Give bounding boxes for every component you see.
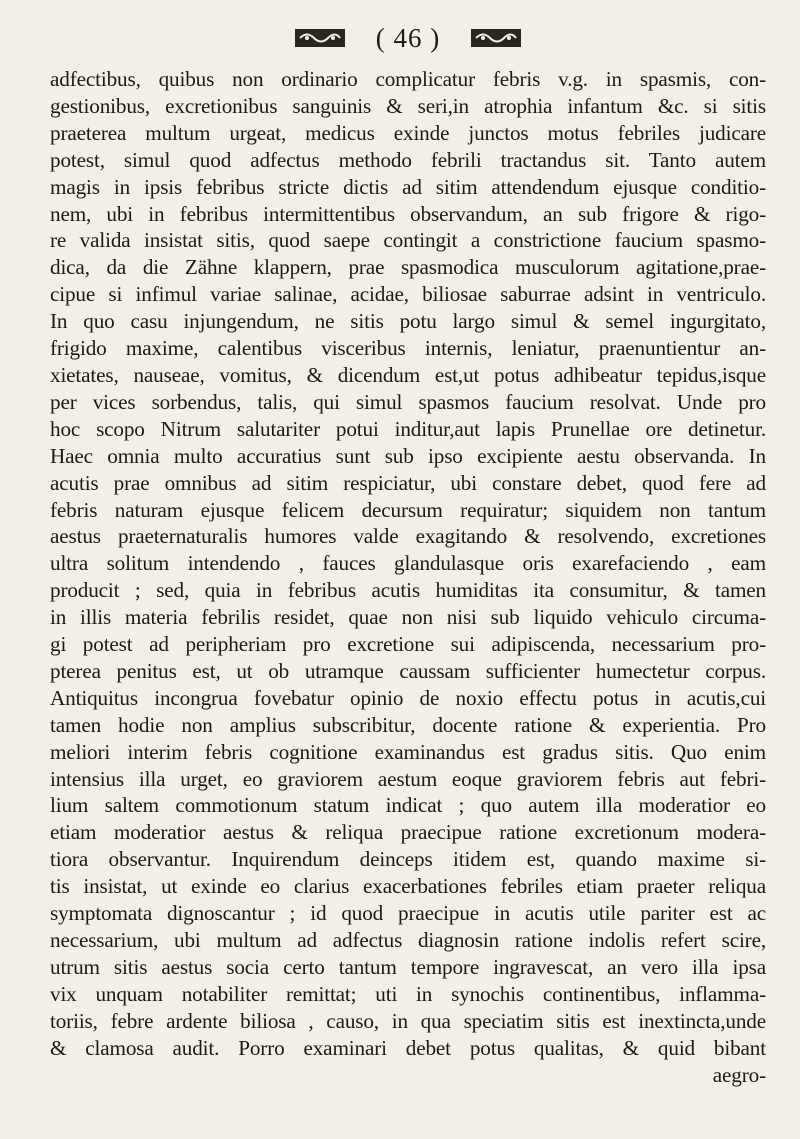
text-line: intensius illa urget, eo graviorem aestum eoque graviorem febris aut febri-	[50, 766, 766, 791]
text-line: producit ; sed, quia in febribus acutis humiditas ita consumitur, & tamen	[50, 578, 766, 603]
text-line: gestionibus, excretionibus sanguinis & seri,in atrophia infantum &c. si sitis	[50, 93, 766, 118]
text-line: meliori interim febris cognitione examinandus est gradus sitis. Quo enim	[50, 739, 766, 764]
text-line: gi potest ad peripheriam pro excretione sui adipiscenda, necessarium pro-	[50, 632, 766, 657]
text-line: tis insistat, ut exinde eo clarius exacerbationes febriles etiam praeter reliqua	[50, 874, 766, 899]
text-line: potest, simul quod adfectus methodo febrili tractandus sit. Tanto autem	[50, 147, 766, 172]
text-line: lium saltem commotionum statum indicat ; quo autem illa moderatior eo	[50, 793, 766, 818]
text-line: per vices sorbendus, talis, qui simul spasmos faucium resolvat. Unde pro	[50, 389, 766, 414]
page-number: ( 46 )	[375, 22, 441, 53]
text-line: acutis prae omnibus ad sitim respiciatur, ubi constare debet, quod fere ad	[50, 470, 766, 495]
text-line: utrum sitis aestus socia certo tantum tempore ingravescat, an vero illa ipsa	[50, 954, 766, 979]
text-line: re valida insistat sitis, quod saepe contingit a constrictione faucium spasmo-	[50, 228, 766, 253]
right-ornament-icon	[470, 27, 522, 49]
text-line: toriis, febre ardente biliosa , causo, in qua speciatim sitis est inextincta,unde	[50, 1008, 766, 1033]
text-line: nem, ubi in febribus intermittentibus observandum, an sub frigore & rigo-	[50, 201, 766, 226]
text-line: Antiquitus incongrua fovebatur opinio de noxio effectu potus in acutis,cui	[50, 685, 766, 710]
text-line: & clamosa audit. Porro examinari debet potus qualitas, & quid bibant	[50, 1035, 766, 1060]
text-line: praeterea multum urgeat, medicus exinde junctos motus febriles judicare	[50, 120, 766, 145]
text-line: frigido maxime, calentibus visceribus internis, leniatur, praenuntientur an-	[50, 336, 766, 361]
text-line: necessarium, ubi multum ad adfectus diagnosin ratione indolis refert scire,	[50, 928, 766, 952]
text-line: cipue si infimul variae salinae, acidae, biliosae saburrae adsint in ventriculo.	[50, 282, 766, 307]
text-line: tiora observantur. Inquirendum deinceps itidem est, quando maxime si-	[50, 847, 766, 872]
text-line: pterea penitus est, ut ob utramque caussam sufficienter humectetur corpus.	[50, 658, 766, 683]
text-line: magis in ipsis febribus stricte dictis ad sitim attendendum ejusque conditio-	[50, 174, 766, 199]
catchword: aegro-	[712, 1062, 766, 1087]
text-line: Haec omnia multo accuratius sunt sub ipso excipiente aestu observanda. In	[50, 443, 766, 468]
body-text	[50, 66, 766, 1088]
left-ornament-icon	[294, 27, 346, 49]
text-line: vix unquam notabiliter remittat; uti in synochis continentibus, inflamma-	[50, 981, 766, 1006]
text-line: hoc scopo Nitrum salutariter potui inditur,aut lapis Prunellae ore detinetur.	[50, 416, 766, 441]
text-line: tamen hodie non amplius subscribitur, docente ratione & experientia. Pro	[50, 712, 766, 737]
text-line: etiam moderatior aestus & reliqua praecipue ratione excretionum modera-	[50, 820, 766, 845]
page-header	[50, 10, 766, 66]
text-line: adfectibus, quibus non ordinario complicatur febris v.g. in spasmis, con-	[50, 67, 766, 91]
text-line: febris naturam ejusque felicem decursum requiratur; siquidem non tantum	[50, 497, 766, 522]
text-line: xietates, nauseae, vomitus, & dicendum est,ut potus adhibeatur tepidus,isque	[50, 362, 766, 387]
text-line: in illis materia febrilis residet, quae non nisi sub liquido vehiculo circuma-	[50, 605, 766, 630]
text-line: In quo casu injungendum, ne sitis potu largo simul & semel ingurgitato,	[50, 309, 766, 334]
text-line: ultra solitum intendendo , fauces glandulasque oris exarefaciendo , eam	[50, 551, 766, 576]
text-line: dica, da die Zähne klappern, prae spasmodica musculorum agitatione,prae-	[50, 255, 766, 280]
text-line: symptomata dignoscantur ; id quod praecipue in acutis utile pariter est ac	[50, 901, 766, 926]
text-line: aestus praeternaturalis humores valde exagitando & resolvendo, excretiones	[50, 524, 766, 549]
